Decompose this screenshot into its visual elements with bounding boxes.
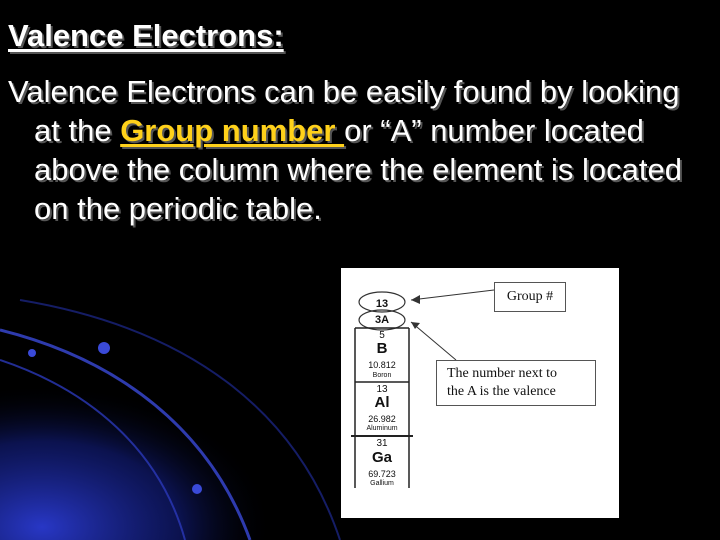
group-number-callout: Group # [494, 282, 566, 312]
element-symbol: Ga [371, 449, 392, 466]
periodic-table-figure [341, 268, 619, 518]
element-symbol: Al [374, 394, 390, 411]
valence-callout [436, 360, 596, 406]
element-name: Gallium [370, 480, 394, 487]
slide-body [8, 72, 708, 228]
element-mass: 69.723 [368, 469, 396, 479]
element-mass: 26.982 [368, 414, 396, 424]
element-atomic-number: 5 [379, 330, 385, 341]
element-symbol: B [376, 340, 388, 357]
body-text-start: Valence Electrons can be easily found by looking at the [8, 74, 680, 148]
valence-callout-line2: the A is the valence [447, 384, 556, 399]
element-name: Aluminum [366, 425, 398, 432]
valence-callout-line1: The number next to [447, 366, 558, 381]
element-name: Boron [372, 372, 392, 379]
body-text-end: or “A” number located above the column where the element is located on the periodic table. [34, 113, 682, 226]
element-atomic-number: 13 [376, 384, 388, 395]
group-number-label: 13 [375, 298, 389, 310]
a-number-label: 3A [374, 314, 390, 326]
element-atomic-number: 31 [376, 438, 388, 449]
body-paragraph [8, 72, 708, 228]
group-number-highlight: Group number [120, 113, 345, 148]
slide-title: Valence Electrons: [8, 18, 284, 53]
element-mass: 10.812 [368, 360, 396, 370]
